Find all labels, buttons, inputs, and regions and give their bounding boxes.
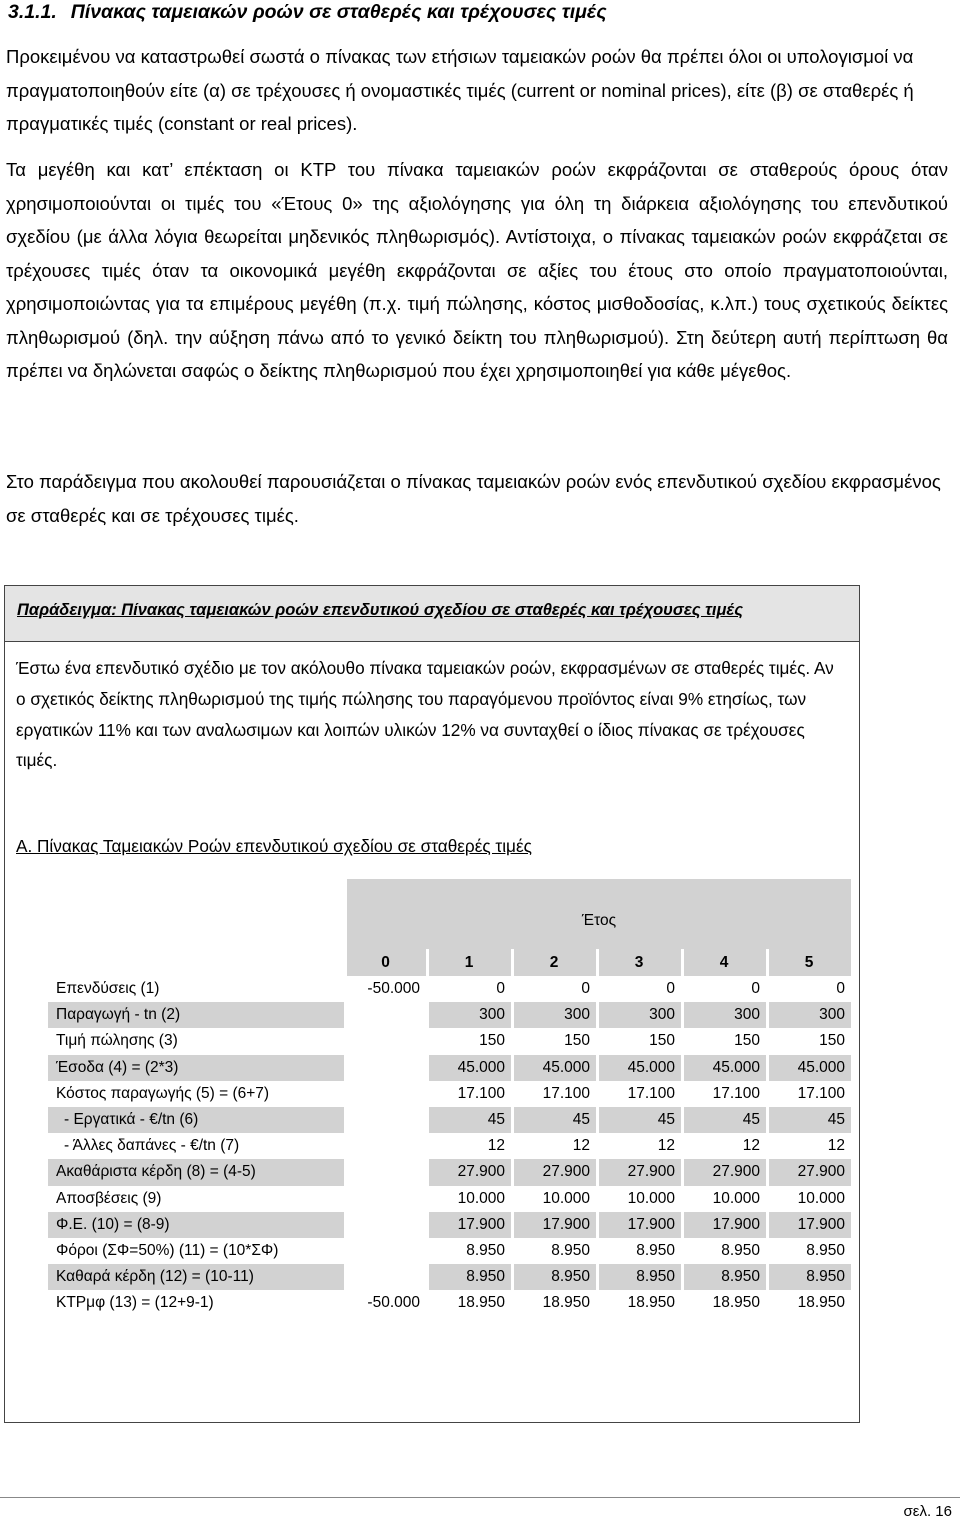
row-label: - Εργατικά - €/tn (6) <box>48 1107 344 1133</box>
table-cell: 45 <box>514 1107 596 1133</box>
example-text: Έστω ένα επενδυτικό σχέδιο με τον ακόλουθο πίνακα ταμειακών ροών, εκφρασμένων σε σταθερές τιμές. Αν ο σχετικός δείκτης πληθωρισμού της τιμής πώλησης του παραγόμενου προϊόντος είναι 9% ετησίως, των εργατικών 11% και των αναλωσιμων και λοιπών υλικών 12% να συνταχθεί ο ίδιος πίνακας σε τρέχουσες τιμές. <box>16 658 834 771</box>
table-cell: 27.900 <box>599 1159 681 1185</box>
table-row <box>48 1107 851 1133</box>
table-cell <box>347 1055 426 1081</box>
table-cell: 45 <box>769 1107 851 1133</box>
row-label: Παραγωγή - tn (2) <box>48 1002 344 1028</box>
table-row <box>48 976 851 1002</box>
table-cell: 10.000 <box>797 1189 845 1207</box>
table-cell: 12 <box>572 1137 590 1155</box>
table-cell: 45.000 <box>599 1055 681 1081</box>
table-cell: 12 <box>827 1137 845 1155</box>
table-cell: 27.900 <box>769 1159 851 1185</box>
table-cell: 12 <box>657 1137 675 1155</box>
table-cell: 0 <box>751 980 760 998</box>
cash-flow-table <box>45 879 854 1316</box>
table-cell: 8.950 <box>429 1264 511 1290</box>
example-header <box>5 586 859 642</box>
section-title: Πίνακας ταμειακών ροών σε σταθερές και τρέχουσες τιμές <box>70 1 607 23</box>
table-cell: 150 <box>649 1032 675 1050</box>
table-cell <box>347 1186 426 1212</box>
table-cell: 27.900 <box>684 1159 766 1185</box>
table-row <box>48 1264 851 1290</box>
year-header-cell: 1 <box>429 949 511 976</box>
section-number: 3.1.1. <box>8 1 57 23</box>
table-row <box>48 1290 851 1316</box>
table-group-header-row <box>48 879 851 949</box>
table-cell: 17.100 <box>457 1084 505 1102</box>
table-cell <box>347 1081 426 1107</box>
row-label: Φ.Ε. (10) = (8-9) <box>48 1212 344 1238</box>
table-cell: 10.000 <box>627 1189 675 1207</box>
table-cell: 17.900 <box>599 1212 681 1238</box>
table-cell: 18.950 <box>457 1294 505 1312</box>
year-group-header: Έτος <box>347 879 851 949</box>
table-row <box>48 1028 851 1054</box>
table-cell: 150 <box>564 1032 590 1050</box>
table-cell: 10.000 <box>712 1189 760 1207</box>
table-cell <box>347 1238 426 1264</box>
table-cell: 17.900 <box>769 1212 851 1238</box>
table-row <box>48 1055 851 1081</box>
row-label: Ακαθάριστα κέρδη (8) = (4-5) <box>48 1159 344 1185</box>
table-row <box>48 1133 851 1159</box>
year-header-cell: 5 <box>769 949 851 976</box>
table-cell: 8.950 <box>599 1264 681 1290</box>
table-cell: 18.950 <box>627 1294 675 1312</box>
table-cell: 300 <box>429 1002 511 1028</box>
table-cell: 17.900 <box>429 1212 511 1238</box>
table-cell <box>347 1264 426 1290</box>
table-cell: 8.950 <box>769 1264 851 1290</box>
table-cell: 8.950 <box>721 1241 760 1259</box>
row-label: Έσοδα (4) = (2*3) <box>48 1055 344 1081</box>
table-row <box>48 1159 851 1185</box>
table-row <box>48 1081 851 1107</box>
table-cell <box>347 1212 426 1238</box>
table-cell: 45.000 <box>514 1055 596 1081</box>
row-label: Επενδύσεις (1) <box>56 980 160 998</box>
example-box <box>4 585 860 1423</box>
header-blank-cell <box>48 879 344 949</box>
table-cell: 18.950 <box>542 1294 590 1312</box>
year-header-cell: 4 <box>684 949 766 976</box>
table-cell: 8.950 <box>636 1241 675 1259</box>
paragraph-example-intro: Στο παράδειγμα που ακολουθεί παρουσιάζεται ο πίνακας ταμειακών ροών ενός επενδυτικού σχεδίου εκφρασμένος σε σταθερές και σε τρέχουσες τιμές. <box>6 471 941 526</box>
table-cell: 45.000 <box>769 1055 851 1081</box>
table-cell: 45 <box>684 1107 766 1133</box>
table-year-header-row <box>48 949 851 976</box>
paragraph-intro: Προκειμένου να καταστρωθεί σωστά ο πίνακας των ετήσιων ταμειακών ροών θα πρέπει όλοι οι υπολογισμοί να πραγματοποιηθούν είτε (α) σε τρέχουσες ή ονομαστικές τιμές (current or nominal prices), είτε (β) σε σταθερές ή πραγματικές τιμές (constant or real prices). <box>6 46 914 134</box>
table-cell: 300 <box>514 1002 596 1028</box>
table-cell: 150 <box>479 1032 505 1050</box>
table-cell: 150 <box>819 1032 845 1050</box>
table-row <box>48 1002 851 1028</box>
year-header-cell: 2 <box>514 949 596 976</box>
table-cell: 10.000 <box>542 1189 590 1207</box>
table-cell: 0 <box>836 980 845 998</box>
table-cell: 17.900 <box>684 1212 766 1238</box>
table-cell: 300 <box>684 1002 766 1028</box>
table-cell: 18.950 <box>797 1294 845 1312</box>
row-label: Καθαρά κέρδη (12) = (10-11) <box>48 1264 344 1290</box>
table-cell: 45.000 <box>429 1055 511 1081</box>
table-cell: 8.950 <box>806 1241 845 1259</box>
row-label: ΚΤΡμφ (13) = (12+9-1) <box>56 1294 214 1312</box>
example-title: Παράδειγμα: Πίνακας ταμειακών ροών επενδυτικού σχεδίου σε σταθερές και τρέχουσες τιμές <box>17 601 744 619</box>
table-cell: 0 <box>581 980 590 998</box>
table-cell: 45 <box>429 1107 511 1133</box>
footer-divider <box>0 1497 960 1498</box>
table-cell: 8.950 <box>466 1241 505 1259</box>
table-cell: 17.100 <box>712 1084 760 1102</box>
table-cell: 8.950 <box>551 1241 590 1259</box>
table-cell: 300 <box>769 1002 851 1028</box>
table-row <box>48 1238 851 1264</box>
table-cell: 45 <box>599 1107 681 1133</box>
year-header-cell: 0 <box>347 949 426 976</box>
table-cell: 12 <box>742 1137 760 1155</box>
table-cell <box>347 1133 426 1159</box>
table-cell: 17.100 <box>797 1084 845 1102</box>
table-cell: 8.950 <box>514 1264 596 1290</box>
table-cell <box>347 1107 426 1133</box>
table-cell: 0 <box>496 980 505 998</box>
table-cell: 45.000 <box>684 1055 766 1081</box>
table-cell: -50.000 <box>367 1294 420 1312</box>
table-cell: 27.900 <box>514 1159 596 1185</box>
year-header-cell: 3 <box>599 949 681 976</box>
table-cell <box>347 1028 426 1054</box>
table-cell: 18.950 <box>712 1294 760 1312</box>
table-cell <box>347 1159 426 1185</box>
table-cell: -50.000 <box>367 980 420 998</box>
table-cell: 17.100 <box>627 1084 675 1102</box>
table-cell: 8.950 <box>684 1264 766 1290</box>
row-label: - Άλλες δαπάνες - €/tn (7) <box>64 1137 240 1155</box>
row-label: Κόστος παραγωγής (5) = (6+7) <box>56 1084 270 1102</box>
table-row <box>48 1186 851 1212</box>
table-cell: 10.000 <box>457 1189 505 1207</box>
table-cell: 17.100 <box>542 1084 590 1102</box>
table-row <box>48 1212 851 1238</box>
row-label: Τιμή πώλησης (3) <box>56 1032 178 1050</box>
table-cell: 300 <box>599 1002 681 1028</box>
page-number: σελ. 16 <box>903 1503 952 1520</box>
header-blank-cell <box>48 949 344 976</box>
row-label: Αποσβέσεις (9) <box>56 1189 162 1207</box>
section-heading <box>8 0 958 24</box>
row-label: Φόροι (ΣΦ=50%) (11) = (10*ΣΦ) <box>56 1241 279 1259</box>
table-cell: 12 <box>487 1137 505 1155</box>
table-cell: 150 <box>734 1032 760 1050</box>
table-cell: 0 <box>666 980 675 998</box>
table-cell: 27.900 <box>429 1159 511 1185</box>
paragraph-definitions: Τα μεγέθη και κατ’ επέκταση οι ΚΤΡ του πίνακα ταμειακών ροών εκφράζονται σε σταθερούς όρους όταν χρησιμοποιούνται οι τιμές του «Έτους 0» της αξιολόγησης για όλη τη διάρκεια αξιολόγησης του επενδυτικού σχεδίου (με άλλα λόγια θεωρείται μηδενικός πληθωρισμός). Αντίστοιχα, ο πίνακας ταμειακών ροών εκφράζεται σε τρέχουσες τιμές όταν τα οικονομικά μεγέθη εκφράζονται σε αξίες του έτους στο οποίο πραγματοποιούνται, χρησιμοποιώντας για τα επιμέρους μεγέθη (π.χ. τιμή πώλησης, κόστος μισθοδοσίας, κ.λπ.) τους σχετικούς δείκτες πληθωρισμού (δηλ. την αύξηση πάνω από το γενικό δείκτη του πληθωρισμού). Στη δεύτερη αυτή περίπτωση θα πρέπει να δηλώνεται σαφώς ο δείκτης πληθωρισμού που έχει χρησιμοποιηθεί για κάθε μέγεθος. <box>6 159 948 381</box>
table-cell: 17.900 <box>514 1212 596 1238</box>
table-subtitle: Α. Πίνακας Ταμειακών Ροών επενδυτικού σχεδίου σε σταθερές τιμές <box>16 836 532 856</box>
table-cell <box>347 1002 426 1028</box>
